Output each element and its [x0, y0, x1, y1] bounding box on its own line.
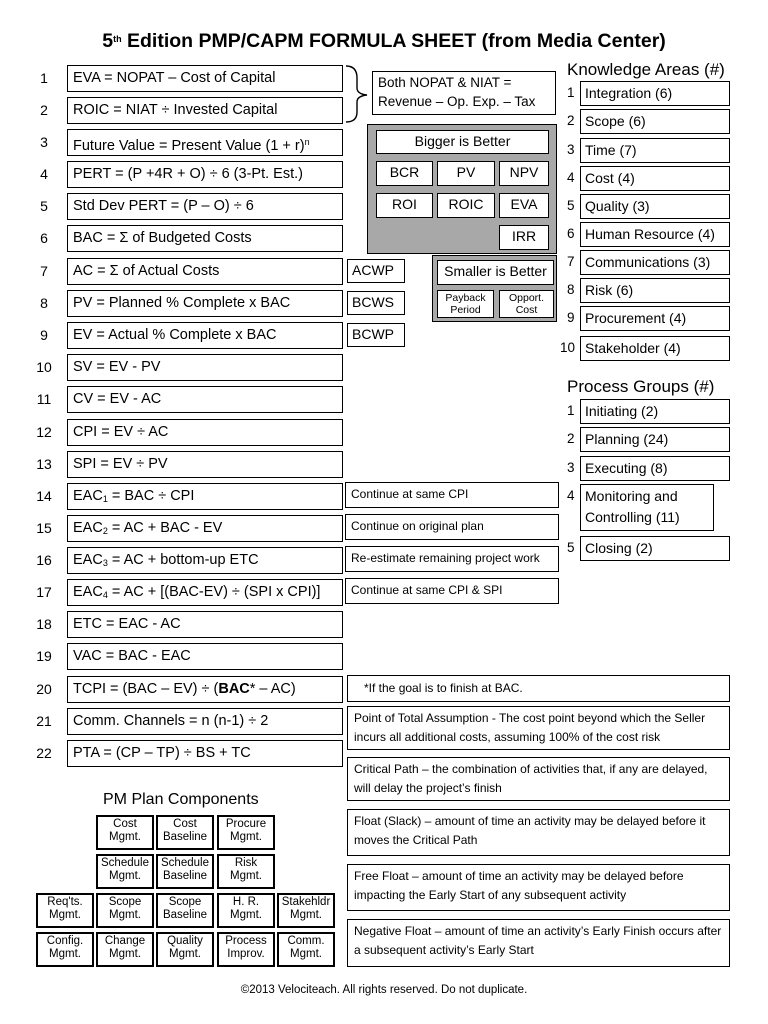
- formula-number: 21: [36, 713, 52, 729]
- pm-component-line: Change: [104, 935, 146, 947]
- pm-plan-title: PM Plan Components: [103, 791, 259, 808]
- pm-component-line: Comm.: [287, 935, 325, 947]
- pv-box: PV: [437, 161, 495, 186]
- formula-text: TCPI = (BAC – EV) ÷ (: [73, 681, 219, 697]
- nopat-note-line: Both NOPAT & NIAT =: [378, 75, 512, 90]
- process-group-number: 1: [567, 403, 575, 418]
- knowledge-areas-title: Knowledge Areas (#): [567, 60, 725, 79]
- bigger-is-better-header: Bigger is Better: [376, 130, 549, 154]
- formula-number: 2: [40, 102, 48, 118]
- tcpi-note: *If the goal is to finish at BAC.: [347, 675, 730, 702]
- formula-number: 9: [40, 327, 48, 343]
- pm-component-line: Scope: [168, 896, 202, 908]
- definition-negative-float: Negative Float – amount of time an activity’s Early Finish occurs after a subsequent activity’s Early Start: [347, 919, 730, 967]
- process-group-number: 2: [567, 431, 575, 446]
- bcwp-box: BCWP: [347, 323, 405, 347]
- pm-component-line: Scope: [108, 896, 142, 908]
- page-title: 5th Edition PMP/CAPM FORMULA SHEET (from Media Center): [102, 30, 666, 52]
- pm-component-line: Mgmt.: [230, 908, 262, 921]
- formula-8: PV = Planned % Complete x BAC: [67, 290, 343, 317]
- formula-4: PERT = (P +4R + O) ÷ 6 (3-Pt. Est.): [67, 161, 343, 188]
- pm-component-line: Mgmt.: [109, 947, 141, 960]
- knowledge-area-number: 3: [567, 142, 575, 157]
- formula-16: [67, 547, 343, 574]
- formula-14: [67, 483, 343, 510]
- formula-text: EAC: [73, 488, 103, 504]
- formula-text: = AC + BAC - EV: [107, 520, 223, 536]
- knowledge-area-item: Time (7): [580, 138, 730, 163]
- formula-superscript: n: [304, 137, 310, 147]
- pm-component-line: Mgmt.: [230, 869, 262, 882]
- knowledge-area-item: Scope (6): [580, 109, 730, 134]
- pm-component-line: Stakehldr: [281, 896, 331, 908]
- knowledge-area-number: 9: [567, 310, 575, 325]
- knowledge-area-number: 4: [567, 170, 575, 185]
- knowledge-area-item: Human Resource (4): [580, 222, 730, 247]
- knowledge-area-number: 10: [560, 340, 576, 355]
- pm-component-line: Mgmt.: [49, 947, 81, 960]
- formula-number: 12: [36, 424, 52, 440]
- formula-subscript: 4: [102, 590, 108, 600]
- knowledge-area-item: Integration (6): [580, 81, 730, 106]
- formula-text: EAC: [73, 552, 103, 568]
- roic-box: ROIC: [437, 193, 495, 218]
- bcws-box: BCWS: [347, 291, 405, 315]
- pm-component-line: H. R.: [232, 896, 260, 908]
- process-group-number: 3: [567, 460, 575, 475]
- formula-12: CPI = EV ÷ AC: [67, 419, 343, 446]
- pm-component-line: Mgmt.: [109, 869, 141, 882]
- formula-subscript: 2: [102, 526, 108, 536]
- formula-text: * – AC): [249, 681, 296, 697]
- formula-11: CV = EV - AC: [67, 386, 343, 413]
- knowledge-area-number: 1: [567, 85, 575, 100]
- irr-box: IRR: [499, 225, 549, 250]
- pm-component: [96, 932, 154, 967]
- pm-component: [96, 815, 154, 850]
- formula-17: [67, 579, 343, 606]
- process-group-number: 4: [567, 488, 575, 503]
- knowledge-area-item: Cost (4): [580, 166, 730, 191]
- pm-component-line: Cost: [113, 818, 137, 830]
- pm-component: [217, 932, 275, 967]
- pm-component-line: Schedule: [161, 857, 209, 869]
- formula-text: = AC + bottom-up ETC: [107, 552, 259, 568]
- formula-18: ETC = EAC - AC: [67, 611, 343, 638]
- formula-22: PTA = (CP – TP) ÷ BS + TC: [67, 740, 343, 767]
- knowledge-area-number: 8: [567, 282, 575, 297]
- pm-component: [36, 893, 94, 928]
- formula-bold: BAC: [218, 681, 250, 697]
- formula-2: ROIC = NIAT ÷ Invested Capital: [67, 97, 343, 124]
- process-group-number: 5: [567, 540, 575, 555]
- formula-number: 3: [40, 134, 48, 150]
- nopat-note: [372, 71, 556, 115]
- process-group-initiating: Initiating (2): [580, 399, 730, 424]
- formula-number: 15: [36, 520, 52, 536]
- pm-component-line: Mgmt.: [109, 908, 141, 921]
- pm-component-line: Mgmt.: [169, 947, 201, 960]
- formula-number: 11: [36, 391, 52, 407]
- formula-text: EAC: [73, 584, 103, 600]
- pm-component: [156, 815, 214, 850]
- formula-number: 5: [40, 198, 48, 214]
- pm-component-line: Improv.: [227, 947, 265, 960]
- formula-number: 17: [36, 584, 52, 600]
- process-group-planning: Planning (24): [580, 427, 730, 452]
- process-group-executing: Executing (8): [580, 456, 730, 481]
- formula-1: EVA = NOPAT – Cost of Capital: [67, 65, 343, 92]
- formula-number: 6: [40, 230, 48, 246]
- knowledge-area-number: 6: [567, 226, 575, 241]
- pm-component-line: Baseline: [162, 869, 208, 882]
- brace-icon: [343, 64, 373, 124]
- box-line: Opport.: [508, 292, 545, 304]
- pm-component-line: Baseline: [162, 830, 208, 843]
- pm-component-line: Mgmt.: [230, 830, 262, 843]
- pm-component-line: Cost: [173, 818, 197, 830]
- payback-period-box: [437, 290, 494, 318]
- formula-19: VAC = BAC - EAC: [67, 643, 343, 670]
- formula-number: 10: [36, 359, 52, 375]
- knowledge-area-item: Risk (6): [580, 278, 730, 303]
- pm-component-line: Config.: [46, 935, 84, 947]
- formula-number: 13: [36, 456, 52, 472]
- knowledge-area-number: 7: [567, 254, 575, 269]
- pm-component: [217, 815, 275, 850]
- pm-component: [156, 932, 214, 967]
- definition-critical-path: Critical Path – the combination of activities that, if any are delayed, will delay the project’s finish: [347, 757, 730, 801]
- pm-component: [217, 893, 275, 928]
- footer-copyright: ©2013 Velociteach. All rights reserved. Do not duplicate.: [240, 984, 528, 996]
- formula-5: Std Dev PERT = (P – O) ÷ 6: [67, 193, 343, 220]
- pm-component-line: Quality: [167, 935, 203, 947]
- nopat-note-line: Revenue – Op. Exp. – Tax: [378, 94, 536, 109]
- knowledge-area-number: 5: [567, 198, 575, 213]
- knowledge-area-item: Procurement (4): [580, 306, 730, 331]
- knowledge-area-number: 2: [567, 113, 575, 128]
- process-groups-title: Process Groups (#): [567, 377, 715, 396]
- eva-box: EVA: [499, 193, 549, 218]
- pm-component: [96, 893, 154, 928]
- pm-component-line: Baseline: [162, 908, 208, 921]
- formula-13: SPI = EV ÷ PV: [67, 451, 343, 478]
- formula-subscript: 1: [102, 494, 108, 504]
- pm-component-line: Mgmt.: [290, 908, 322, 921]
- formula-subscript: 3: [102, 558, 108, 568]
- pm-component: [277, 932, 335, 967]
- acwp-box: ACWP: [347, 259, 405, 283]
- eac3-note: Re-estimate remaining project work: [345, 546, 559, 572]
- pm-component-line: Process: [225, 935, 267, 947]
- box-line: Period: [450, 304, 481, 316]
- process-group-closing: Closing (2): [580, 536, 730, 561]
- formula-7: AC = Σ of Actual Costs: [67, 258, 343, 285]
- process-group-monitoring: Monitoring and Controlling (11): [580, 484, 714, 531]
- pm-component-line: Risk: [234, 857, 258, 869]
- formula-number: 14: [36, 488, 52, 504]
- formula-text: = BAC ÷ CPI: [107, 488, 195, 504]
- formula-number: 22: [36, 745, 52, 761]
- box-line: Payback: [445, 292, 486, 304]
- pm-component-line: Mgmt.: [290, 947, 322, 960]
- formula-number: 7: [40, 263, 48, 279]
- formula-20: [67, 676, 343, 703]
- roi-box: ROI: [376, 193, 433, 218]
- pm-component-line: Schedule: [101, 857, 149, 869]
- pm-component-line: Procure: [225, 818, 267, 830]
- formula-21: Comm. Channels = n (n-1) ÷ 2: [67, 708, 343, 735]
- formula-number: 16: [36, 552, 52, 568]
- eac1-note: Continue at same CPI: [345, 482, 559, 508]
- pm-component-line: Req'ts.: [47, 896, 83, 908]
- definition-free-float: Free Float – amount of time an activity may be delayed before impacting the Early Start of any subsequent activity: [347, 864, 730, 911]
- pm-component: [217, 854, 275, 889]
- knowledge-area-item: Quality (3): [580, 194, 730, 219]
- definition-float: Float (Slack) – amount of time an activity may be delayed before it moves the Critical Path: [347, 809, 730, 856]
- formula-text: Future Value = Present Value (1 + r): [73, 138, 305, 154]
- box-line: Cost: [515, 304, 538, 316]
- pm-component: [277, 893, 335, 928]
- opportunity-cost-box: [499, 290, 554, 318]
- formula-text: = AC + [(BAC-EV) ÷ (SPI x CPI)]: [107, 584, 321, 600]
- eac2-note: Continue on original plan: [345, 514, 559, 540]
- pm-component: [96, 854, 154, 889]
- definition-pta: Point of Total Assumption - The cost point beyond which the Seller incurs all additional costs, assuming 100% of the cost risk: [347, 706, 730, 750]
- smaller-is-better-header: Smaller is Better: [437, 260, 554, 285]
- npv-box: NPV: [499, 161, 549, 186]
- formula-9: EV = Actual % Complete x BAC: [67, 322, 343, 349]
- formula-number: 18: [36, 616, 52, 632]
- formula-number: 8: [40, 295, 48, 311]
- pm-component: [156, 893, 214, 928]
- formula-15: [67, 515, 343, 542]
- formula-10: SV = EV - PV: [67, 354, 343, 381]
- knowledge-area-item: Communications (3): [580, 250, 730, 275]
- pm-component: [36, 932, 94, 967]
- formula-number: 4: [40, 166, 48, 182]
- pm-component-line: Mgmt.: [49, 908, 81, 921]
- formula-6: BAC = Σ of Budgeted Costs: [67, 225, 343, 252]
- pm-component: [156, 854, 214, 889]
- formula-number: 19: [36, 648, 52, 664]
- bcr-box: BCR: [376, 161, 433, 186]
- formula-number: 1: [40, 70, 48, 86]
- knowledge-area-item: Stakeholder (4): [580, 336, 730, 361]
- pm-component-line: Mgmt.: [109, 830, 141, 843]
- formula-text: EAC: [73, 520, 103, 536]
- formula-number: 20: [36, 681, 52, 697]
- formula-3: [67, 129, 343, 156]
- eac4-note: Continue at same CPI & SPI: [345, 578, 559, 604]
